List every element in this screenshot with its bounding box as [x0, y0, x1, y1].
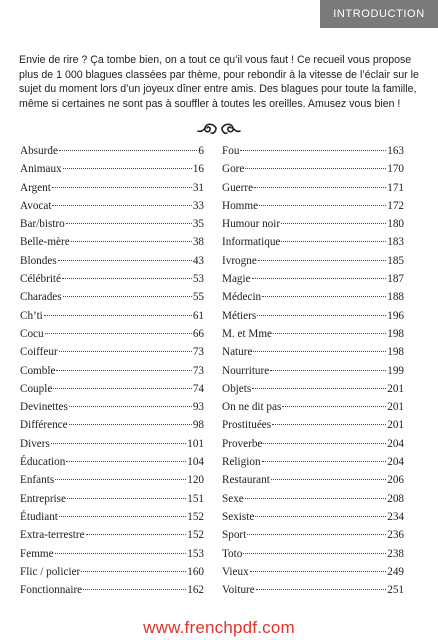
- toc-entry: [222, 419, 404, 437]
- toc-entry: [222, 566, 404, 584]
- toc-entry-term: Divers: [20, 437, 50, 450]
- toc-entry-term: Avocat: [20, 199, 52, 212]
- toc-entry-term: Objets: [222, 382, 252, 395]
- toc-entry: [222, 310, 404, 328]
- toc-entry-term: Fonctionnaire: [20, 584, 83, 597]
- toc-entry-page: 152: [187, 529, 204, 542]
- toc-entry-page: 151: [187, 492, 204, 505]
- toc-dot-leader: [271, 479, 386, 480]
- toc-dot-leader: [263, 443, 386, 444]
- toc-entry-page: 35: [192, 218, 204, 231]
- toc-dot-leader: [245, 168, 386, 169]
- toc-entry-term: Étudiant: [20, 510, 58, 523]
- toc-dot-leader: [51, 443, 186, 444]
- toc-entry: [20, 145, 204, 163]
- toc-entry-term: Religion: [222, 456, 261, 469]
- toc-dot-leader: [250, 571, 387, 572]
- toc-entry: [20, 438, 204, 456]
- toc-dot-leader: [52, 205, 191, 206]
- toc-entry: [20, 163, 204, 181]
- toc-entry-term: Vieux: [222, 565, 249, 578]
- toc-dot-leader: [66, 461, 186, 462]
- toc-dot-leader: [86, 534, 187, 535]
- toc-entry-page: 198: [387, 346, 404, 359]
- toc-entry-term: Guerre: [222, 181, 254, 194]
- toc-dot-leader: [262, 296, 386, 297]
- toc-entry-page: 204: [387, 456, 404, 469]
- toc-dot-leader: [44, 315, 192, 316]
- toc-entry-page: 201: [387, 401, 404, 414]
- toc-dot-leader: [259, 205, 386, 206]
- toc-entry-page: 201: [387, 382, 404, 395]
- toc-dot-leader: [67, 498, 186, 499]
- toc-dot-leader: [270, 370, 386, 371]
- toc-entry: [20, 548, 204, 566]
- watermark-text: www.frenchpdf.com: [143, 618, 295, 637]
- toc-entry-page: 33: [192, 199, 204, 212]
- toc-dot-leader: [257, 315, 386, 316]
- toc-dot-leader: [81, 571, 186, 572]
- toc-entry-page: 187: [387, 273, 404, 286]
- toc-dot-leader: [247, 534, 386, 535]
- toc-dot-leader: [69, 424, 192, 425]
- toc-entry-term: Ch’ti: [20, 309, 43, 322]
- toc-entry-page: 180: [387, 218, 404, 231]
- toc-dot-leader: [63, 296, 192, 297]
- toc-entry-page: 234: [387, 510, 404, 523]
- toc-dot-leader: [53, 388, 191, 389]
- toc-entry-page: 6: [198, 145, 204, 157]
- toc-entry-term: Sexe: [222, 492, 244, 505]
- toc-entry: [222, 328, 404, 346]
- toc-entry-page: 152: [187, 510, 204, 523]
- toc-entry-page: 73: [192, 346, 204, 359]
- toc-entry: [20, 493, 204, 511]
- toc-entry-term: Métiers: [222, 309, 257, 322]
- toc-entry-term: Nature: [222, 346, 253, 359]
- toc-entry: [20, 456, 204, 474]
- toc-entry: [20, 218, 204, 236]
- toc-entry-term: Différence: [20, 419, 68, 432]
- toc-entry: [20, 200, 204, 218]
- toc-dot-leader: [240, 150, 386, 151]
- toc-entry: [222, 236, 404, 254]
- section-label: INTRODUCTION: [333, 8, 425, 20]
- toc-dot-leader: [83, 589, 186, 590]
- toc-entry: [222, 218, 404, 236]
- toc-entry-page: 61: [192, 309, 204, 322]
- toc-entry-term: Flic / policier: [20, 565, 81, 578]
- toc-entry-term: Nourriture: [222, 364, 270, 377]
- toc-entry: [20, 310, 204, 328]
- toc-entry: [20, 511, 204, 529]
- toc-entry-page: 120: [187, 474, 204, 487]
- toc-entry: [222, 291, 404, 309]
- toc-entry: [20, 182, 204, 200]
- toc-entry: [222, 529, 404, 547]
- toc-entry-page: 153: [187, 547, 204, 560]
- toc-entry: [222, 511, 404, 529]
- toc-entry-page: 74: [192, 382, 204, 395]
- toc-entry-page: 249: [387, 565, 404, 578]
- toc-entry-page: 16: [192, 163, 204, 176]
- toc-entry: [222, 438, 404, 456]
- toc-entry-page: 101: [187, 437, 204, 450]
- toc-dot-leader: [243, 553, 386, 554]
- toc-entry-page: 199: [387, 364, 404, 377]
- toc-entry-term: Enfants: [20, 474, 55, 487]
- toc-entry-term: Fou: [222, 145, 240, 157]
- toc-entry-term: Extra-terrestre: [20, 529, 85, 542]
- toc-entry: [222, 182, 404, 200]
- toc-dot-leader: [273, 333, 386, 334]
- toc-entry-term: Animaux: [20, 163, 62, 176]
- toc-column-right: [222, 145, 404, 602]
- toc-entry-page: 171: [387, 181, 404, 194]
- toc-entry-term: Belle-mère: [20, 236, 70, 249]
- toc-dot-leader: [58, 260, 192, 261]
- toc-dot-leader: [281, 241, 386, 242]
- toc-dot-leader: [256, 589, 386, 590]
- toc-entry-term: On ne dit pas: [222, 401, 282, 414]
- toc-entry: [222, 401, 404, 419]
- toc-entry: [20, 383, 204, 401]
- section-header-tab: [320, 0, 438, 28]
- toc-entry-page: 31: [192, 181, 204, 194]
- toc-entry-term: Femme: [20, 547, 54, 560]
- toc-entry-term: Célébrité: [20, 273, 62, 286]
- toc-entry-term: Entreprise: [20, 492, 66, 505]
- toc-entry: [222, 548, 404, 566]
- toc-dot-leader: [59, 351, 192, 352]
- ornament-divider: [0, 117, 438, 139]
- toc-entry-page: 160: [187, 565, 204, 578]
- fleuron-ornament-icon: [197, 120, 241, 136]
- toc-dot-leader: [282, 406, 386, 407]
- toc-entry-page: 204: [387, 437, 404, 450]
- toc-entry-term: Devinettes: [20, 401, 68, 414]
- toc-entry-page: 208: [387, 492, 404, 505]
- toc-entry: [222, 273, 404, 291]
- toc-entry-term: Magie: [222, 273, 251, 286]
- toc-entry-page: 162: [187, 584, 204, 597]
- toc-entry-term: Humour noir: [222, 218, 281, 231]
- toc-entry: [20, 365, 204, 383]
- toc-entry-page: 206: [387, 474, 404, 487]
- toc-entry-term: Prostituées: [222, 419, 272, 432]
- toc-entry-page: 163: [387, 145, 404, 157]
- toc-entry: [20, 255, 204, 273]
- toc-entry-term: M. et Mme: [222, 327, 273, 340]
- toc-entry-term: Proverbe: [222, 437, 263, 450]
- toc-dot-leader: [45, 333, 192, 334]
- toc-entry-term: Bar/bistro: [20, 218, 65, 231]
- toc-entry-term: Argent: [20, 181, 51, 194]
- toc-entry: [222, 493, 404, 511]
- toc-entry-term: Homme: [222, 199, 259, 212]
- toc-entry: [20, 328, 204, 346]
- toc-dot-leader: [55, 553, 187, 554]
- toc-entry-page: 183: [387, 236, 404, 249]
- toc-entry-page: 238: [387, 547, 404, 560]
- toc-entry: [222, 383, 404, 401]
- toc-entry: [20, 273, 204, 291]
- toc-dot-leader: [55, 479, 186, 480]
- toc-dot-leader: [255, 516, 386, 517]
- toc-dot-leader: [66, 223, 192, 224]
- toc-entry-term: Comble: [20, 364, 56, 377]
- toc-entry: [20, 529, 204, 547]
- toc-dot-leader: [258, 260, 386, 261]
- toc-entry: [222, 346, 404, 364]
- toc-column-left: [20, 145, 204, 602]
- toc-dot-leader: [252, 388, 386, 389]
- toc-entry-page: 53: [192, 273, 204, 286]
- toc-entry-page: 198: [387, 327, 404, 340]
- toc-entry-term: Sexiste: [222, 510, 255, 523]
- toc-entry: [20, 291, 204, 309]
- toc-entry: [222, 163, 404, 181]
- toc-dot-leader: [59, 150, 198, 151]
- toc-entry-page: 73: [192, 364, 204, 377]
- toc-entry-term: Voiture: [222, 584, 255, 597]
- toc-entry-page: 185: [387, 254, 404, 267]
- toc-entry: [20, 346, 204, 364]
- toc-entry-term: Gore: [222, 163, 245, 176]
- toc-dot-leader: [253, 351, 386, 352]
- toc-dot-leader: [71, 241, 192, 242]
- toc-entry-term: Ivrogne: [222, 254, 257, 267]
- toc-entry: [222, 584, 404, 602]
- toc-entry-page: 93: [192, 401, 204, 414]
- toc-entry-term: Charades: [20, 291, 62, 304]
- toc-dot-leader: [252, 278, 387, 279]
- toc-dot-leader: [272, 424, 386, 425]
- toc-dot-leader: [245, 498, 386, 499]
- toc-entry-page: 251: [387, 584, 404, 597]
- toc-dot-leader: [62, 278, 192, 279]
- toc-entry-page: 236: [387, 529, 404, 542]
- toc-entry-term: Sport: [222, 529, 247, 542]
- toc-entry-page: 172: [387, 199, 404, 212]
- toc-entry-term: Médecin: [222, 291, 262, 304]
- toc-dot-leader: [52, 187, 192, 188]
- toc-entry-term: Absurde: [20, 145, 58, 157]
- toc-entry-page: 201: [387, 419, 404, 432]
- toc-entry-term: Coiffeur: [20, 346, 58, 359]
- toc-entry-term: Couple: [20, 382, 53, 395]
- toc-entry: [20, 566, 204, 584]
- toc-entry: [222, 365, 404, 383]
- toc-entry: [222, 145, 404, 163]
- toc-entry: [20, 584, 204, 602]
- toc-entry-page: 66: [192, 327, 204, 340]
- toc-entry-page: 104: [187, 456, 204, 469]
- toc-entry-term: Restaurant: [222, 474, 270, 487]
- toc-entry: [222, 474, 404, 492]
- toc-entry: [20, 419, 204, 437]
- toc-dot-leader: [63, 168, 192, 169]
- toc-entry-page: 43: [192, 254, 204, 267]
- toc-dot-leader: [281, 223, 386, 224]
- toc-entry-term: Toto: [222, 547, 243, 560]
- toc-dot-leader: [254, 187, 386, 188]
- toc-entry-page: 38: [192, 236, 204, 249]
- toc-entry: [222, 255, 404, 273]
- intro-paragraph: Envie de rire ? Ça tombe bien, on a tout ce qu’il vous faut ! Ce recueil vous propose plus de 1 000 blagues classées par thème, pour rebondir à la vitesse de l’éclair sur le sujet du moment lors d’un joyeux dîner entre amis. Des blagues pour toute la famille, même si certaines ne sont pas à souffler à toutes les oreilles. Amusez vous bien !: [19, 54, 419, 110]
- toc-entry-term: Cocu: [20, 327, 44, 340]
- toc-entry: [222, 200, 404, 218]
- toc-dot-leader: [69, 406, 192, 407]
- toc-entry-page: 55: [192, 291, 204, 304]
- toc-entry-page: 170: [387, 163, 404, 176]
- toc-entry-term: Blondes: [20, 254, 57, 267]
- toc-entry-page: 188: [387, 291, 404, 304]
- toc-entry: [222, 456, 404, 474]
- toc-entry-term: Informatique: [222, 236, 281, 249]
- toc-dot-leader: [56, 370, 191, 371]
- toc-entry: [20, 401, 204, 419]
- toc-entry-page: 196: [387, 309, 404, 322]
- toc-entry: [20, 236, 204, 254]
- toc-entry-term: Éducation: [20, 456, 66, 469]
- toc-dot-leader: [262, 461, 387, 462]
- toc-dot-leader: [59, 516, 186, 517]
- toc-entry: [20, 474, 204, 492]
- toc-entry-page: 98: [192, 419, 204, 432]
